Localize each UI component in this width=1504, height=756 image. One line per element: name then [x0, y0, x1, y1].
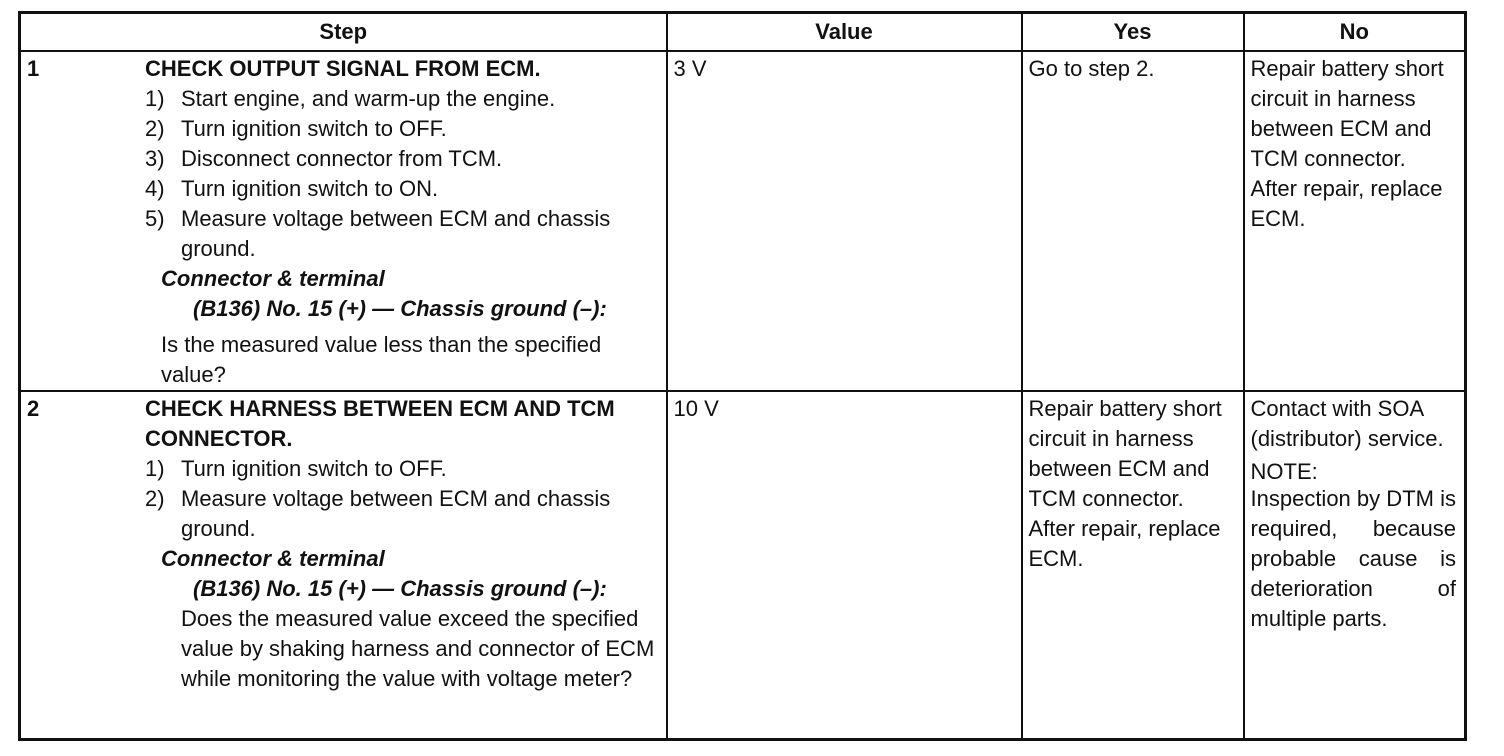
list-item: 2) Turn ignition switch to OFF. [145, 116, 447, 141]
no-text: Contact with SOA (distributor) service. [1250, 396, 1444, 451]
check-question: Does the measured value exceed the specified value by shaking harness and connector of ECM while monitoring the value with voltage meter? [181, 606, 655, 691]
substep-list [145, 84, 658, 264]
yes-text: Repair battery short circuit in harness between ECM and TCM connector. After repair, replace ECM. [1028, 396, 1222, 571]
connector-detail: (B136) No. 15 (+) — Chassis ground (–): [193, 576, 607, 601]
yes-cell [1022, 51, 1244, 391]
header-yes: Yes [1022, 13, 1244, 52]
header-row [20, 13, 1466, 52]
no-cell [1244, 391, 1466, 740]
diagnostic-table [18, 11, 1467, 741]
header-step: Step [20, 13, 667, 52]
step-cell [20, 391, 667, 740]
connector-label: Connector & terminal [161, 266, 385, 291]
yes-cell [1022, 391, 1244, 740]
step-title: CHECK OUTPUT SIGNAL FROM ECM. [145, 56, 541, 81]
list-item: 1) Start engine, and warm-up the engine. [145, 86, 556, 111]
connector-label: Connector & terminal [161, 546, 385, 571]
list-item: 3) Disconnect connector from TCM. [145, 146, 503, 171]
step-number: 2 [27, 396, 40, 421]
value-text: 10 V [673, 396, 719, 421]
note-label: NOTE: [1250, 459, 1318, 484]
note-text: Inspection by DTM is required, because probable cause is deterioration of multiple parts. [1250, 486, 1456, 631]
step-number: 1 [27, 56, 40, 81]
list-item: 1) Turn ignition switch to OFF. [145, 456, 447, 481]
step-title: CHECK HARNESS BETWEEN ECM AND TCM CONNECTOR. [145, 396, 615, 451]
check-question: Is the measured value less than the specified value? [161, 332, 602, 387]
header-no: No [1244, 13, 1466, 52]
value-cell [667, 51, 1022, 391]
connector-detail: (B136) No. 15 (+) — Chassis ground (–): [193, 296, 607, 321]
table-row [20, 51, 1466, 391]
no-text: Repair battery short circuit in harness between ECM and TCM connector. After repair, replace ECM. [1250, 56, 1444, 231]
value-text: 3 V [673, 56, 707, 81]
list-item: 2) Measure voltage between ECM and chassis ground. [145, 486, 611, 541]
step-cell [20, 51, 667, 391]
substep-list [145, 454, 658, 544]
list-item: 4) Turn ignition switch to ON. [145, 176, 439, 201]
value-cell [667, 391, 1022, 740]
table-row [20, 391, 1466, 740]
header-value: Value [667, 13, 1022, 52]
no-cell [1244, 51, 1466, 391]
list-item: 5) Measure voltage between ECM and chassis ground. [145, 206, 611, 261]
yes-text: Go to step 2. [1028, 56, 1155, 81]
